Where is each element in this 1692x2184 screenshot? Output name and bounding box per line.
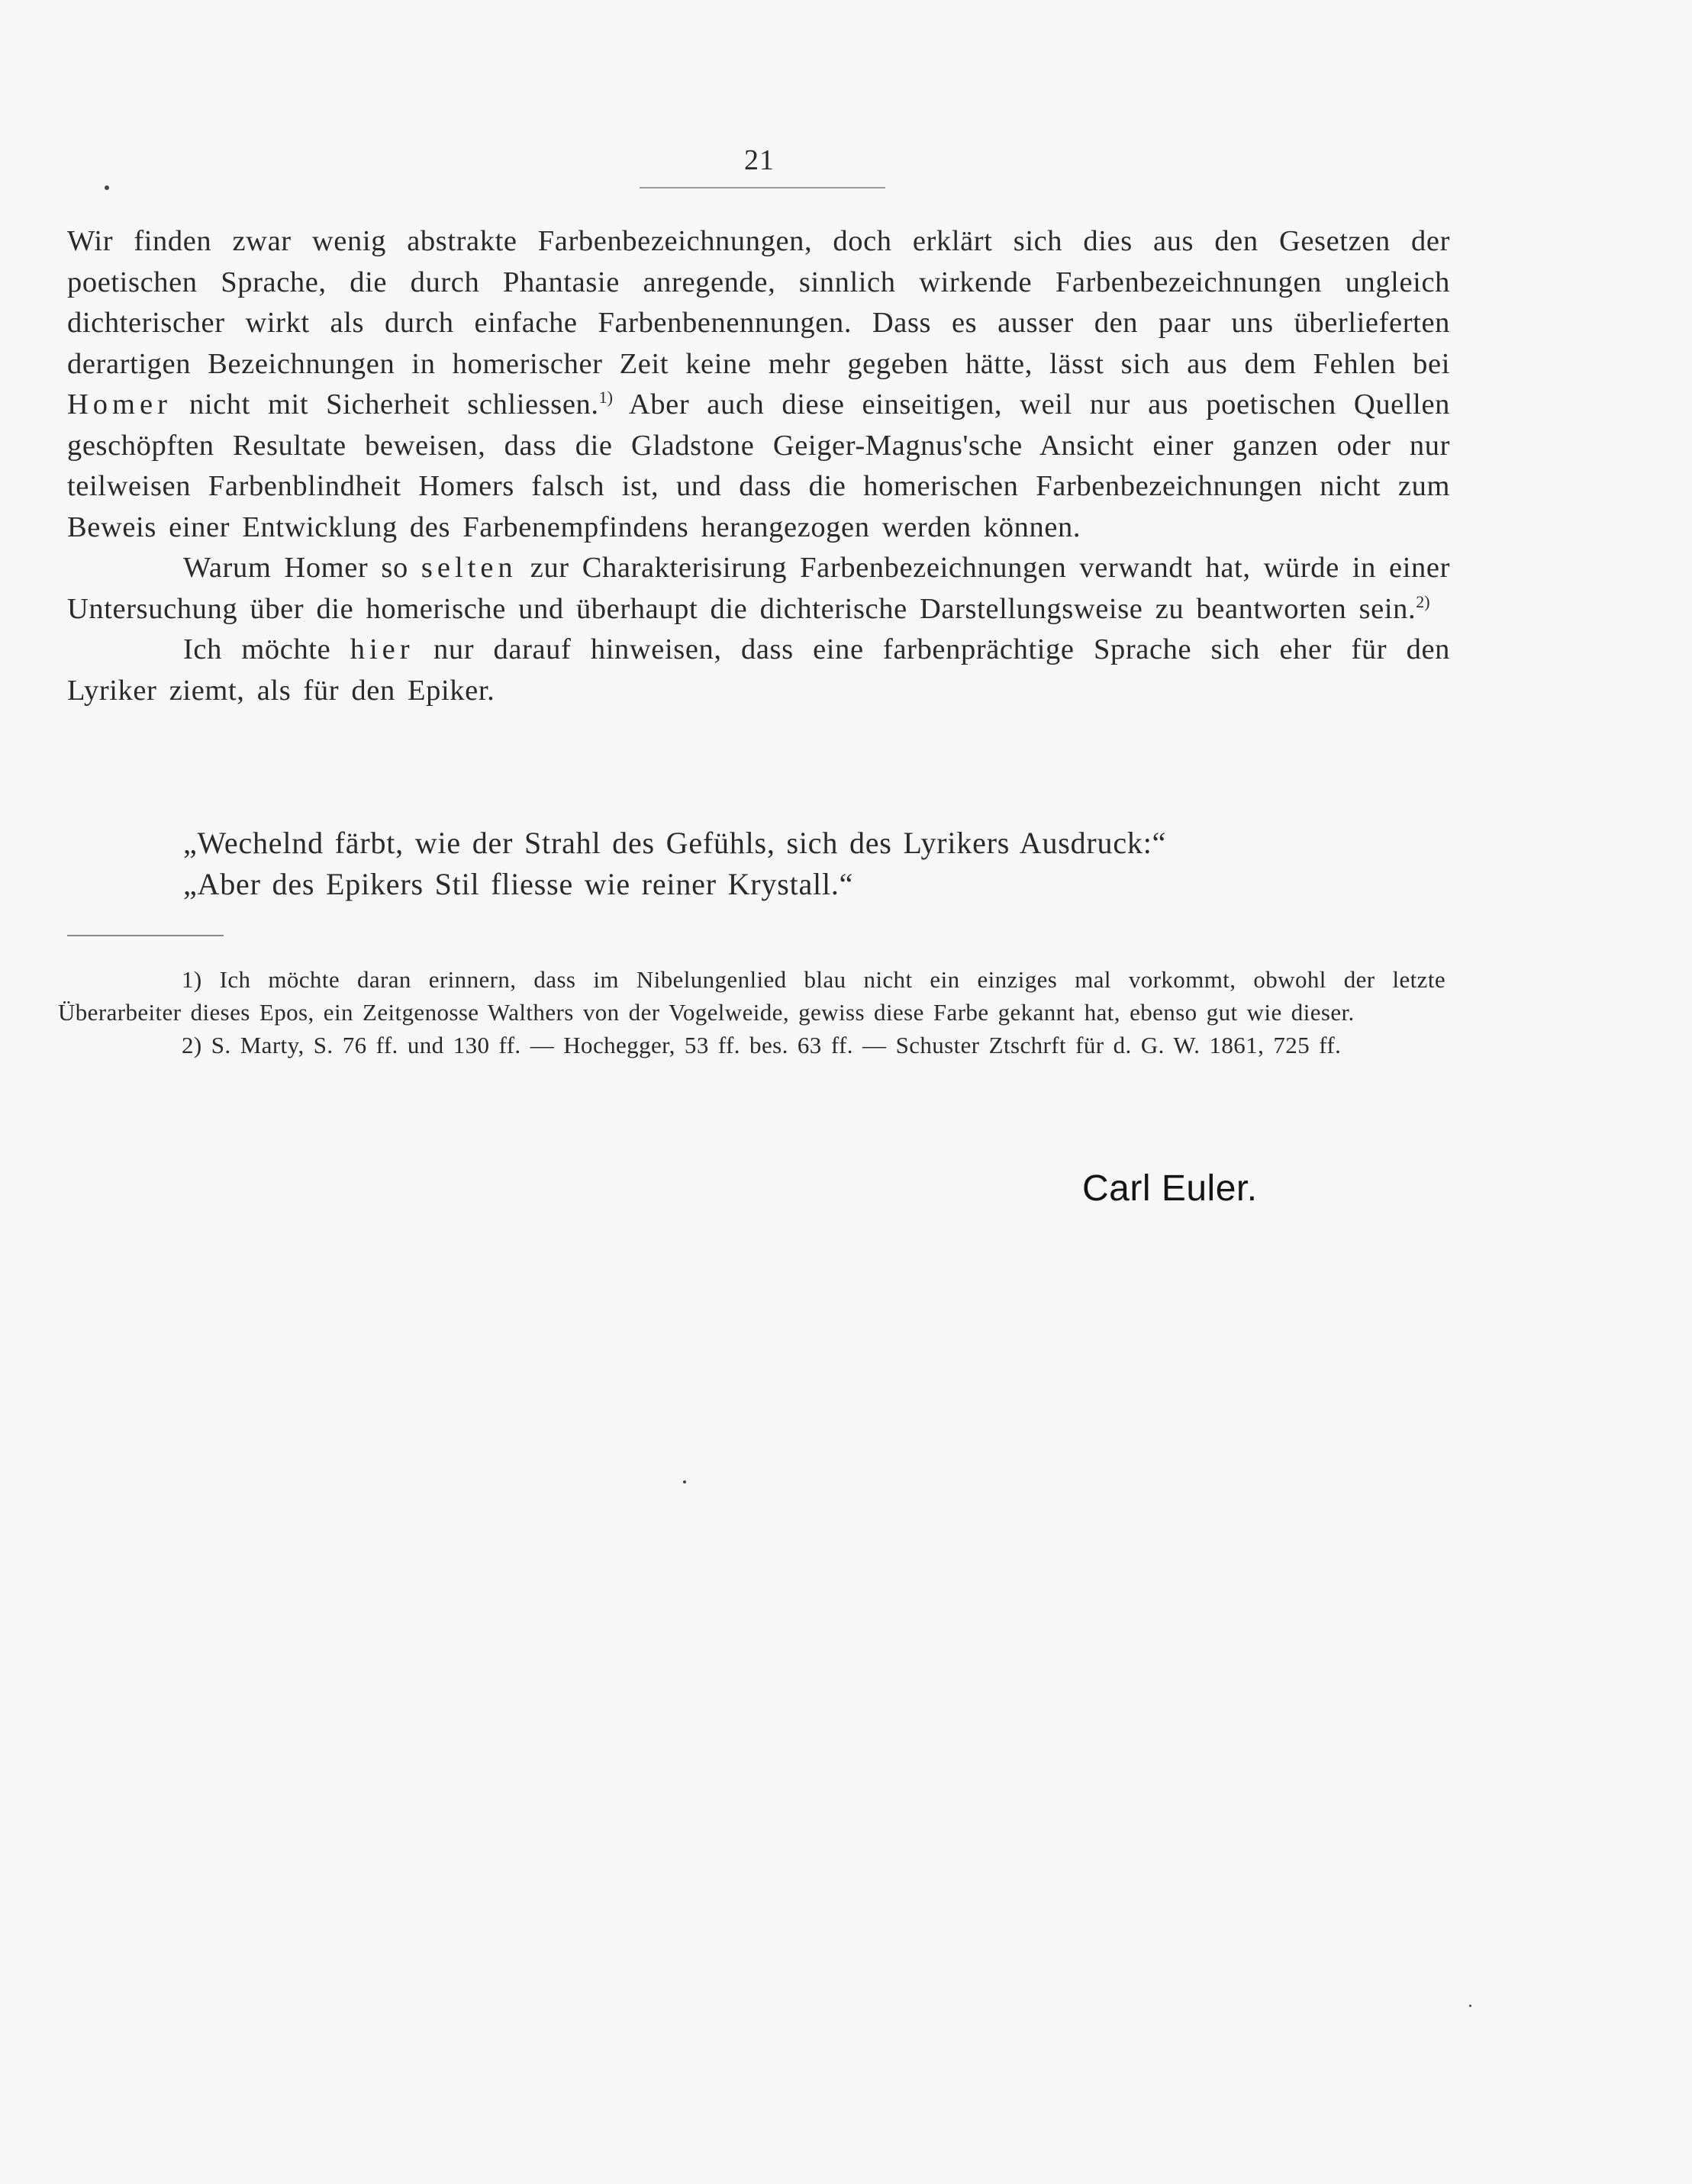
body-paragraph-2 bbox=[67, 548, 1450, 630]
paragraph-3-end: nur darauf hinweisen, dass eine farbenprächtige Sprache sich eher für den Lyriker ziemt, als für den Epiker. bbox=[67, 633, 1450, 707]
footnote-marker-1: 1) bbox=[598, 388, 613, 407]
author-signature: Carl Euler. bbox=[1082, 1168, 1258, 1209]
verse-quotation bbox=[183, 823, 1166, 905]
paragraph-1-continuation: nicht mit Sicherheit schliessen. bbox=[189, 388, 599, 420]
scan-speck bbox=[105, 185, 109, 190]
footnote-separator bbox=[67, 935, 224, 936]
body-paragraph-1 bbox=[67, 221, 1450, 548]
footnote-1: 1) Ich möchte daran erinnern, dass im Nibelungenlied blau nicht ein einziges mal vorkommt, obwohl der letzte Überarbeiter dieses Epos, ein Zeitgenosse Walthers von der Vogelweide, gewiss diese Farbe gekannt hat, ebenso gut wie dieser. bbox=[58, 966, 1445, 1026]
quote-line-2: „Aber des Epikers Stil fliesse wie reiner Krystall.“ bbox=[183, 867, 854, 901]
emphasized-hier: hier bbox=[350, 633, 414, 665]
scan-speck bbox=[1469, 2005, 1471, 2007]
page-number: 21 bbox=[744, 144, 775, 176]
emphasized-homer: Homer bbox=[67, 388, 172, 420]
paragraph-3-start: Ich möchte bbox=[183, 633, 331, 665]
emphasized-selten: selten bbox=[421, 552, 517, 584]
footnote-marker-2: 2) bbox=[1416, 591, 1430, 611]
main-body-text bbox=[67, 221, 1450, 711]
paragraph-1-text: Wir finden zwar wenig abstrakte Farbenbezeichnungen, doch erklärt sich dies aus den Gesetzen der poetischen Sprache, die durch Phantasie anregende, sinnlich wirkende Farbenbezeichnungen ungleich dichterischer wirkt als durch einfache Farbenbenennungen. Dass es ausser den paar uns überlieferten derartigen Bezeichnungen in homerischer Zeit keine mehr gegeben hätte, lässt sich aus dem Fehlen bei bbox=[67, 225, 1450, 380]
footnotes bbox=[58, 963, 1445, 1061]
quote-line-1: „Wechelnd färbt, wie der Strahl des Gefühls, sich des Lyrikers Ausdruck:“ bbox=[183, 826, 1167, 860]
paragraph-1-end: Aber auch diese einseitigen, weil nur aus poetischen Quellen geschöpften Resultate beweisen, dass die Gladstone Geiger-Magnus'sche Ansicht einer ganzen oder nur teilweisen Farbenblindheit Homers falsch ist, und dass die homerischen Farbenbezeichnungen nicht zum Beweis einer Entwicklung des Farbenempfindens herangezogen werden können. bbox=[67, 388, 1451, 543]
body-paragraph-3 bbox=[67, 630, 1450, 711]
header-rule bbox=[640, 187, 885, 188]
paragraph-2-start: Warum Homer so bbox=[183, 552, 408, 584]
paragraph-2-end: zur Charakterisirung Farbenbezeichnungen verwandt hat, würde in einer Untersuchung über die homerische und überhaupt die dichterische Darstellungsweise zu beantworten sein. bbox=[67, 552, 1451, 625]
footnote-2: 2) S. Marty, S. 76 ff. und 130 ff. — Hochegger, 53 ff. bes. 63 ff. — Schuster Ztschrft für d. G. W. 1861, 725 ff. bbox=[182, 1032, 1342, 1058]
scan-speck bbox=[683, 1480, 686, 1483]
